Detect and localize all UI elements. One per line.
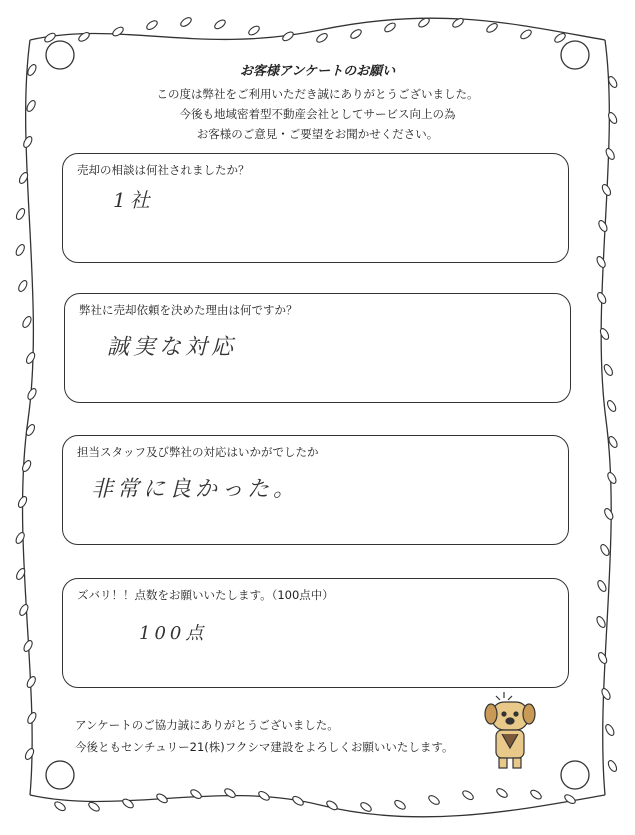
leaf-ornament: [600, 687, 612, 701]
leaf-ornament: [26, 711, 38, 725]
leaf-ornament: [601, 183, 613, 197]
leaf-ornament: [603, 363, 615, 377]
leaf-ornament: [604, 723, 616, 737]
leaf-ornament: [495, 787, 509, 799]
leaf-ornament: [529, 789, 543, 801]
leaf-ornament: [257, 790, 271, 802]
leaf-ornament: [121, 797, 135, 809]
leaf-ornament: [315, 32, 329, 44]
leaf-ornament: [155, 792, 169, 804]
leaf-ornament: [25, 423, 37, 437]
leaf-ornament: [427, 794, 441, 806]
leaf-ornament: [595, 255, 607, 269]
intro-line-3: お客様のご意見・ご要望をお聞かせください。: [196, 127, 439, 141]
leaf-ornament: [77, 31, 91, 43]
leaf-ornament: [553, 32, 567, 44]
leaf-ornament: [485, 22, 499, 34]
question-box-2: [64, 293, 571, 403]
question-label: 弊社に売却依頼を決めた理由は何ですか？: [79, 303, 298, 317]
leaf-ornament: [18, 603, 30, 617]
leaf-ornament: [21, 315, 33, 329]
question-label: 担当スタッフ及び弊社の対応はいかがでしたか: [77, 445, 319, 459]
leaf-ornament: [393, 799, 407, 811]
leaf-ornament: [15, 207, 27, 221]
handwritten-answer: 100点: [139, 623, 208, 644]
leaf-ornament: [596, 579, 608, 593]
footer-line-2: 今後ともセンチュリー21(株)フクシマ建設をよろしくお願いいたします。: [75, 740, 454, 754]
handwritten-answer: 1社: [113, 188, 154, 212]
leaf-ornament: [17, 495, 29, 509]
leaf-ornament: [607, 759, 619, 773]
leaf-ornament: [281, 30, 295, 42]
leaf-ornament: [606, 471, 618, 485]
leaf-ornament: [597, 219, 609, 233]
leaf-ornament: [595, 615, 607, 629]
footer-line-1: アンケートのご協力誠にありがとうございました。: [75, 718, 339, 732]
leaf-ornament: [519, 28, 533, 40]
leaf-ornament: [26, 387, 38, 401]
handwritten-answer: 誠実な対応: [107, 335, 238, 360]
question-label: 売却の相談は何社されましたか？: [77, 163, 250, 177]
question-label: ズバリ！！点数をお願いいたします。（100点中）: [77, 588, 334, 602]
leaf-ornament: [111, 25, 125, 37]
leaf-ornament: [604, 147, 616, 161]
leaf-ornament: [145, 19, 159, 31]
leaf-ornament: [14, 531, 26, 545]
intro-line-1: この度は弊社をご利用いただき誠にありがとうございました。: [156, 87, 479, 101]
leaf-ornament: [599, 543, 611, 557]
leaf-ornament: [223, 787, 237, 799]
leaf-ornament: [291, 795, 305, 807]
question-box-1: [62, 153, 569, 263]
intro-line-2: 今後も地域密着型不動産会社としてサービス向上の為: [179, 107, 456, 121]
leaf-ornament: [53, 800, 67, 812]
leaf-ornament: [14, 243, 26, 257]
leaf-ornament: [24, 747, 36, 761]
leaf-ornament: [359, 801, 373, 813]
question-box-3: [62, 435, 569, 545]
leaf-ornament: [349, 28, 363, 40]
leaf-ornament: [383, 21, 397, 33]
leaf-ornament: [189, 788, 203, 800]
leaf-ornament: [213, 18, 227, 30]
leaf-ornament: [179, 16, 193, 28]
dog-mascot-icon: [482, 690, 538, 772]
leaf-ornament: [87, 801, 101, 813]
leaf-ornament: [606, 399, 618, 413]
leaf-ornament: [21, 459, 33, 473]
handwritten-answer: 非常に良かった。: [91, 477, 300, 502]
question-box-4: [62, 578, 569, 688]
leaf-ornament: [325, 799, 339, 811]
leaf-ornament: [599, 327, 611, 341]
leaf-ornament: [563, 793, 577, 805]
leaf-ornament: [603, 507, 615, 521]
survey-title: お客様アンケートのお願い: [239, 64, 396, 79]
leaf-ornament: [597, 651, 609, 665]
leaf-ornament: [247, 24, 261, 36]
leaf-ornament: [26, 675, 38, 689]
leaf-ornament: [596, 291, 608, 305]
leaf-ornament: [22, 639, 34, 653]
leaf-ornament: [461, 789, 475, 801]
leaf-ornament: [25, 351, 37, 365]
leaf-ornament: [17, 279, 29, 293]
